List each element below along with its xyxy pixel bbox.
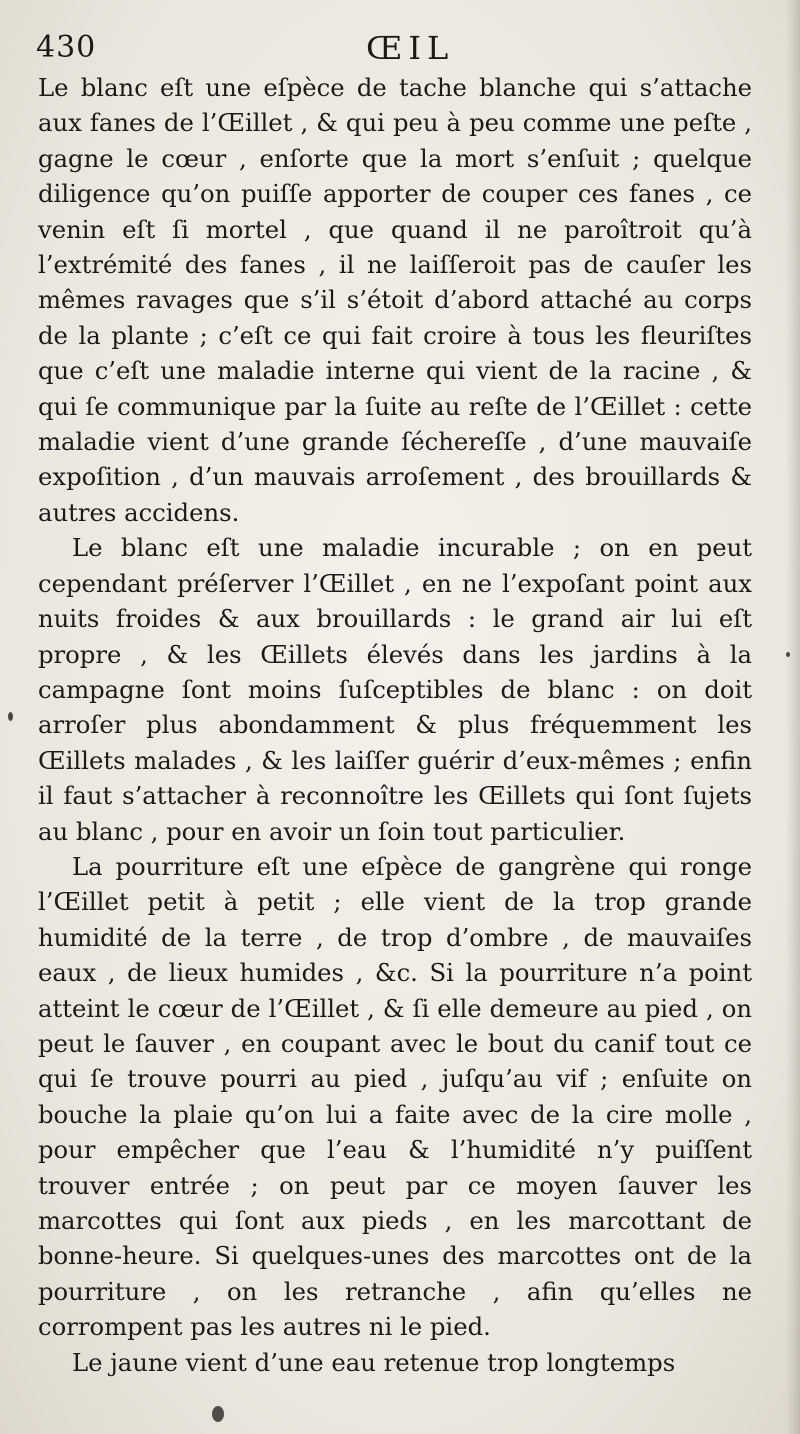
page-edge-shadow	[786, 0, 800, 1434]
paper-speck	[786, 652, 790, 657]
running-title: ŒIL	[366, 29, 455, 67]
paragraph-blanc-description: Le blanc eſt une eſpèce de tache blanche qui s’attache aux fanes de l’Œillet , & qui peu à peu comme une peſte , gagne le cœur , enſorte que la mort s’enſuit ; quelque diligence qu’on puiſſe apporter de couper ces fanes , ce venin eſt ſi mortel , que quand il ne paroîtroit qu’à l’extrémité des fanes , il ne laiſſeroit pas de cauſer les mêmes ravages que s’il s’étoit d’abord attaché au corps de la plante ; c’eſt ce qui fait croire à tous les fleuriſtes que c’eſt une maladie interne qui vient de la racine , & qui ſe communique par la ſuite au reſte de l’Œillet : cette maladie vient d’une grande ſéchereſſe , d’une mauvaiſe expoſition , d’un mauvais arroſement , des brouillards & autres accidens.	[38, 73, 752, 527]
paragraph-blanc-treatment: Le blanc eſt une maladie incurable ; on en peut cependant préſerver l’Œillet , en ne l’expoſant point aux nuits froides & aux brouillards : le grand air lui eſt propre , & les Œillets élevés dans les jardins à la campagne ſont moins ſuſceptibles de blanc : on doit arroſer plus abondamment & plus fréquemment les Œillets malades , & les laiſſer guérir d’eux-mêmes ; enfin il faut s’attacher à reconnoître les Œillets qui ſont ſujets au blanc , pour en avoir un ſoin tout particulier.	[38, 533, 752, 846]
paper-speck	[8, 712, 13, 721]
page-number: 430	[36, 30, 97, 65]
ink-smudge	[212, 1406, 224, 1422]
page-header	[36, 26, 766, 70]
paragraph-jaune: Le jaune vient d’une eau retenue trop longtemps	[72, 1347, 676, 1377]
paragraph-pourriture: La pourriture eſt une eſpèce de gangrène qui ronge l’Œillet petit à petit ; elle vient de la trop grande humidité de la terre , de trop d’ombre , de mauvaiſes eaux , de lieux humides , &c. Si la pourriture n’a point atteint le cœur de l’Œillet , & ſi elle demeure au pied , on peut le ſauver , en coupant avec le bout du canif tout ce qui ſe trouve pourri au pied , juſqu’au vif ; enſuite on bouche la plaie qu’on lui a faite avec de la cire molle , pour empêcher que l’eau & l’humidité n’y puiſſent trouver entrée ; on peut par ce moyen ſauver les marcottes qui ſont aux pieds , en les marcottant de bonne-heure. Si quelques-unes des marcottes ont de la pourriture , on les retranche , afin qu’elles ne corrompent pas les autres ni le pied.	[38, 851, 752, 1342]
body-text	[38, 70, 752, 1380]
